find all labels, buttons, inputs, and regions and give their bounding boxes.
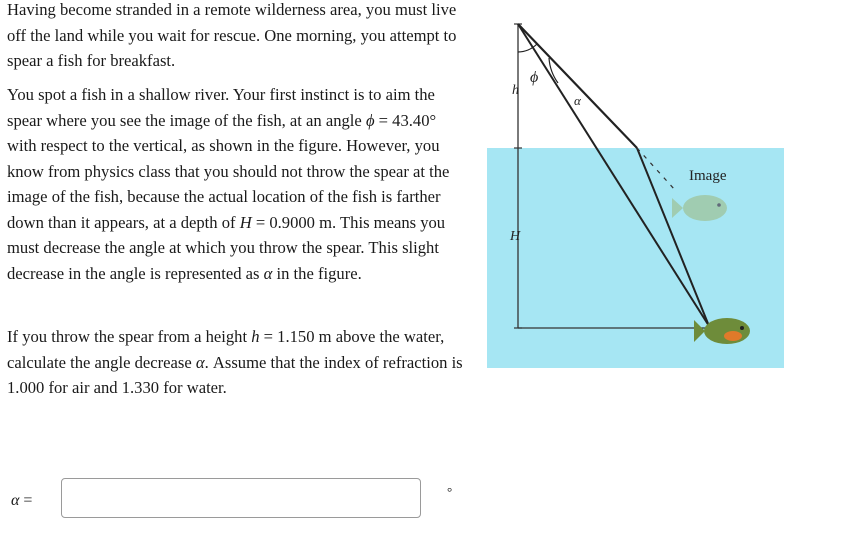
answer-label-equals: = [19, 492, 33, 509]
line-to-surface [518, 24, 637, 148]
h-symbol: h [251, 327, 260, 346]
real-fish-body [704, 318, 750, 344]
setup-text-1: You spot a fish in a shallow river. Your first instinct is to aim the spear where you see the image of the fish, at an angle [7, 85, 435, 130]
alpha-answer-input[interactable] [61, 478, 421, 518]
real-fish-belly [724, 331, 742, 341]
question-text-2: . Assume that the index of refraction is 1.000 for air and 1.330 for water. [7, 352, 463, 397]
setup-text-end: in the figure. [272, 263, 362, 283]
image-fish-body [683, 195, 727, 221]
intro-paragraph: Having become stranded in a remote wilderness area, you must live off the land while you wait for rescue. One morning, you attempt to spear a fish for breakfast. [7, 0, 457, 70]
image-fish-eye [717, 203, 721, 207]
question-text-1: If you throw the spear from a height [7, 327, 252, 346]
phi-value-text: = 43.40° with respect to the vertical, as shown in the figure. However, you know from physics class that you should not throw the spear at the image of the fish, because the actual location of the fish is farther down than it appears, at a depth of [7, 110, 450, 232]
degree-unit: ° [447, 484, 453, 499]
real-fish-eye [740, 326, 744, 330]
answer-row [11, 478, 461, 522]
h-value-text: = 1.150 m above the water, calculate the angle decrease [7, 327, 445, 372]
answer-label [11, 492, 32, 510]
setup-paragraph [7, 82, 467, 286]
spear-fishing-figure [487, 0, 787, 370]
H-symbol: H [239, 212, 252, 232]
alpha-symbol: α [263, 263, 273, 283]
phi-symbol: ϕ [365, 110, 375, 130]
H-label: H [510, 229, 521, 244]
answer-label-symbol: α [11, 492, 20, 509]
phi-label: ϕ [530, 69, 539, 86]
h-label: h [512, 83, 519, 98]
H-value-text: = 0.9000 m. This means you must decrease the angle at which you throw the spear. This slight decrease in the angle is represented as [7, 212, 446, 283]
alpha-label: α [574, 93, 581, 108]
question-paragraph [7, 324, 467, 401]
alpha-symbol-2: α [195, 352, 205, 372]
image-label: Image [689, 168, 727, 184]
